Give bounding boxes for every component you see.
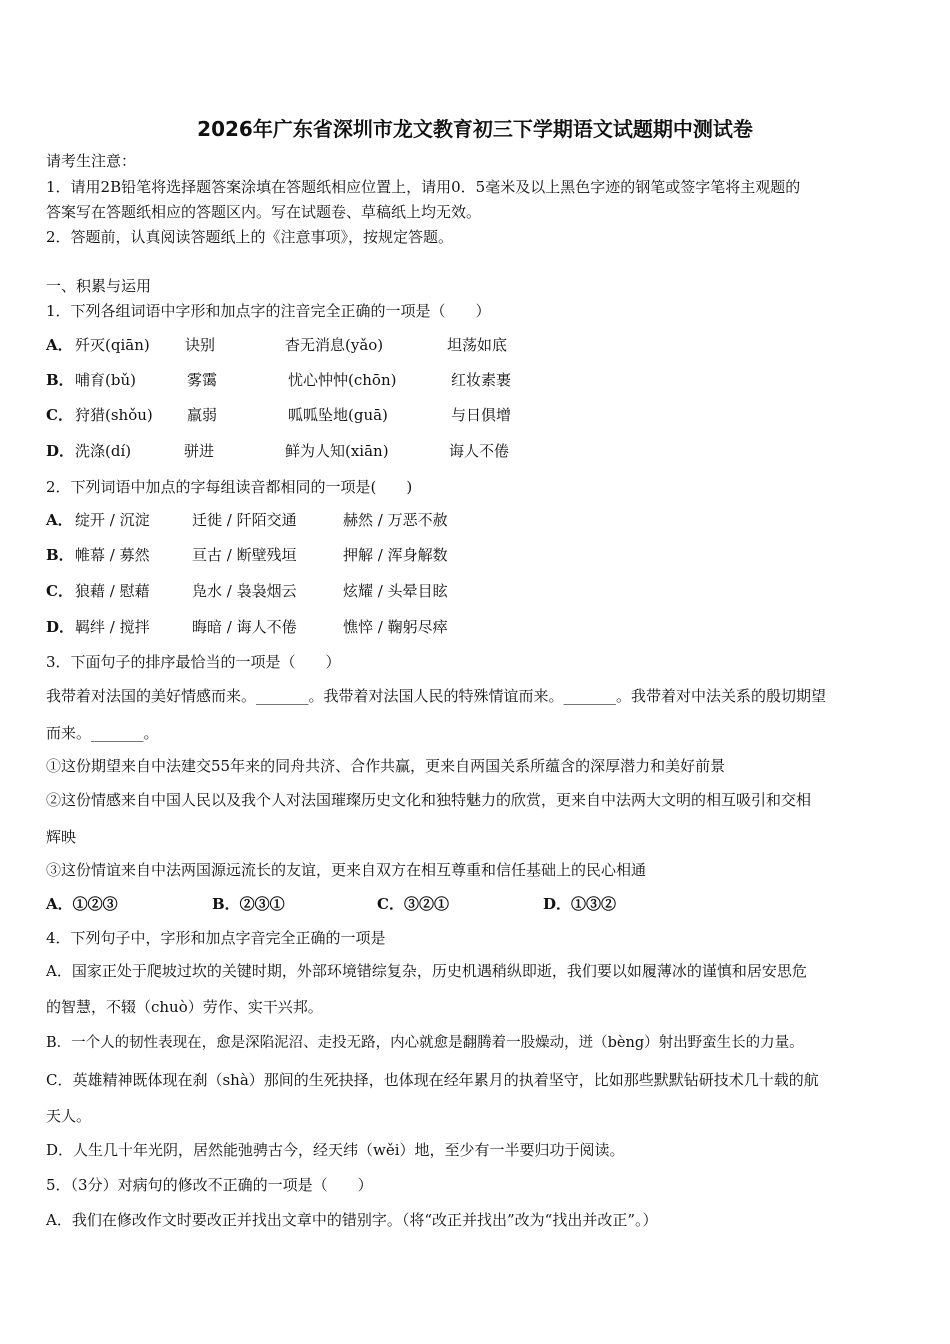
option-word: 杳无消息(yǎo) [285, 336, 384, 354]
option-word: 雾霭 [187, 371, 218, 389]
option-word: 炫耀 / 头晕目眩 [343, 582, 448, 600]
sentence-2: ②这份情感来自中国人民以及我个人对法国璀璨历史文化和独特魅力的欣赏，更来自中法两大文明的相互吸引和交相 [46, 791, 812, 809]
option-word: 帷幕 / 募然 [75, 546, 150, 564]
option-letter: D． [46, 618, 75, 636]
option-word: 诀别 [185, 336, 216, 354]
question-3-stem: 3．下面句子的排序最恰当的一项是（ ） [46, 653, 341, 671]
choice-b: B．②③① [212, 895, 285, 913]
section-heading: 一、积累与运用 [46, 277, 152, 295]
option-word: 与日俱增 [451, 406, 512, 424]
passage-line: 而来。_______。 [46, 724, 159, 742]
sentence-1: ①这份期望来自中法建交55年来的同舟共济、合作共赢，更来自两国关系所蕴含的深厚潜力和美好前景 [46, 757, 726, 775]
option-word: 亘古 / 断壁残垣 [192, 546, 297, 564]
option-word: 凫水 / 袅袅烟云 [192, 582, 297, 600]
option-letter: B． [46, 546, 74, 564]
option-word: 押解 / 浑身解数 [343, 546, 448, 564]
q4-option-c: C．英雄精神既体现在刹（shà）那间的生死抉择，也体现在经年累月的执着坚守，比如那些默默钻研技术几十载的航 [46, 1071, 819, 1089]
question-1-stem: 1．下列各组词语中字形和加点字的注音完全正确的一项是（ ） [46, 302, 491, 320]
question-2-stem: 2．下列词语中加点的字每组读音都相同的一项是( ) [46, 478, 413, 496]
option-letter: D． [46, 442, 75, 460]
option-word: 呱呱坠地(guā) [288, 406, 388, 424]
option-word: 憔悴 / 鞠躬尽瘁 [343, 618, 448, 636]
q4-option-a-cont: 的智慧，不辍（chuò）劳作、实干兴邦。 [46, 998, 323, 1016]
notice-item: 2．答题前，认真阅读答题纸上的《注意事项》，按规定答题。 [46, 228, 454, 246]
choice-a: A．①②③ [46, 895, 118, 913]
option-word: 忧心忡忡(chōn) [288, 371, 397, 389]
option-letter: C． [46, 582, 73, 600]
option-word: 羁绊 / 搅拌 [75, 618, 150, 636]
option-word: 绽开 / 沉淀 [75, 511, 150, 529]
option-word: 歼灭(qiān) [75, 336, 150, 354]
option-word: 哺育(bǔ) [75, 371, 136, 389]
option-word: 洗涤(dí) [75, 442, 132, 460]
sentence-2-cont: 辉映 [46, 828, 77, 846]
choice-c: C．③②① [377, 895, 449, 913]
page-title: 2026年广东省深圳市龙文教育初三下学期语文试题期中测试卷 [197, 117, 753, 141]
q4-option-c-cont: 天人。 [46, 1107, 92, 1125]
option-word: 狩猎(shǒu) [75, 406, 153, 424]
notice-item: 答案写在答题纸相应的答题区内。写在试题卷、草稿纸上均无效。 [46, 203, 482, 221]
option-word: 坦荡如底 [447, 336, 508, 354]
option-letter: A． [46, 511, 73, 529]
choice-d: D．①③② [543, 895, 617, 913]
option-word: 鲜为人知(xiān) [285, 442, 389, 460]
option-word: 骈进 [184, 442, 215, 460]
option-word: 迁徙 / 阡陌交通 [192, 511, 297, 529]
option-letter: B． [46, 371, 74, 389]
option-letter: A． [46, 336, 73, 354]
notice-heading: 请考生注意： [46, 152, 137, 170]
option-word: 诲人不倦 [449, 442, 510, 460]
option-word: 羸弱 [187, 406, 218, 424]
q4-option-a: A．国家正处于爬坡过坎的关键时期，外部环境错综复杂，历史机遇稍纵即逝，我们要以如履薄冰的谨慎和居安思危 [46, 962, 807, 980]
question-4-stem: 4．下列句子中，字形和加点字音完全正确的一项是 [46, 929, 386, 947]
question-5-stem: 5．（3分）对病句的修改不正确的一项是（ ） [46, 1176, 373, 1194]
sentence-3: ③这份情谊来自中法两国源远流长的友谊，更来自双方在相互尊重和信任基础上的民心相通 [46, 861, 647, 879]
q5-option-a: A．我们在修改作文时要改正并找出文章中的错别字。（将“改正并找出”改为“找出并改正”。） [46, 1211, 658, 1229]
option-word: 晦暗 / 诲人不倦 [192, 618, 297, 636]
option-letter: C． [46, 406, 73, 424]
option-word: 红妆素裹 [451, 371, 512, 389]
q4-option-d: D．人生几十年光阴，居然能弛骋古今，经天纬（wěi）地，至少有一半要归功于阅读。 [46, 1141, 625, 1159]
option-word: 赫然 / 万恶不赦 [343, 511, 448, 529]
q4-option-b: B．一个人的韧性表现在，愈是深陷泥沼、走投无路，内心就愈是翻腾着一股燥动，迸（bèng）射出野蛮生长的力量。 [46, 1035, 804, 1051]
passage-line: 我带着对法国的美好情感而来。_______。我带着对法国人民的特殊情谊而来。_______。我带着对中法关系的殷切期望 [46, 687, 827, 705]
option-word: 狼藉 / 慰藉 [75, 582, 150, 600]
notice-item: 1．请用2B铅笔将选择题答案涂填在答题纸相应位置上，请用0．5毫米及以上黑色字迹的钢笔或签字笔将主观题的 [46, 178, 801, 196]
